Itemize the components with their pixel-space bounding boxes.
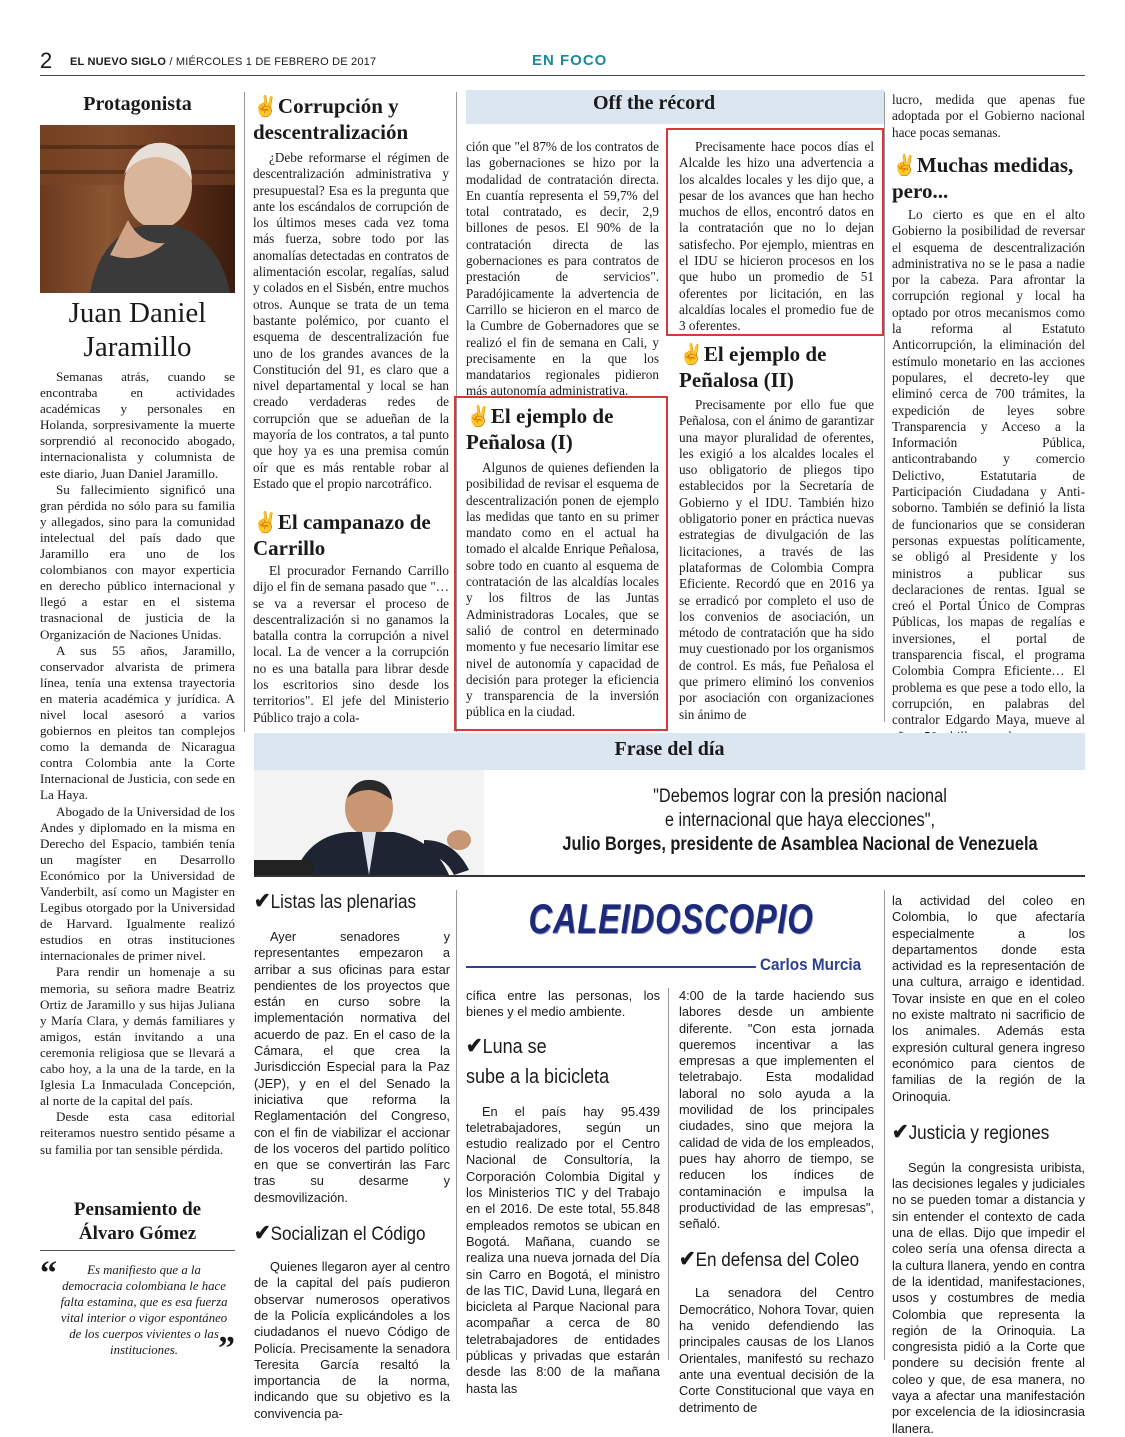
hand-icon: ✌ (679, 344, 704, 366)
luna-text (466, 1104, 660, 1397)
paragraph: El procurador Fernando Carrillo dijo el fin de semana pasado que "… se va a reversar el proceso de descentralización si no ganamos la batalla contra la corrupción a nivel local. La de vencer a la corrupción no es una batalla para librar desde los escritorios sino desde los territorios". El jefe del Ministerio Público trajo a cola- (253, 563, 449, 725)
paragraph: La senadora del Centro Democrático, Nohora Tovar, quien ha venido defendiendo las principales causas de los Llanos Orientales, manifestó su rechazo ante una eventual decisión de la Corte Constitucional que vaya en detrimento de (679, 1285, 874, 1415)
check-icon: ✔ (254, 888, 271, 913)
protagonist-photo (40, 125, 235, 293)
heading-listas (254, 888, 430, 915)
caleidoscopio-rule (466, 966, 756, 968)
paragraph: Según la congresista uribista, las decisiones legales y judiciales no se pueden tomar a distancia y sin entender el contexto de cada una de ellas. Dijo que impedir el coleo sería una ofensa directa a la cultura llanera, yendo en contra de la identidad, manifestaciones, usos y costumbres de media Colombia que representa la región de la Orinoquia. La congresista pidió a la Corte que pondere su decisión frente al coleo y que, de esa manera, no vaya a afectar una manifestación por excelencia de la idiosincrasia llanera. (892, 1159, 1085, 1436)
heading-text: Luna se (482, 1035, 547, 1058)
muchas-medidas-text (892, 207, 1085, 761)
heading-text: Muchas medidas, pero... (892, 153, 1074, 203)
heading-text: Socializan el Código (270, 1224, 426, 1246)
campanazo-text (253, 563, 449, 726)
frase-quote (520, 785, 1080, 857)
quote-line-1: "Debemos lograr con la presión nacional (653, 786, 947, 807)
heading-campanazo (253, 510, 453, 561)
column-rule (884, 92, 885, 722)
socializan-text (254, 1259, 450, 1422)
julio-borges-photo (254, 770, 484, 875)
col-e-top (892, 893, 1085, 1105)
heading-text: El campanazo de Carrillo (253, 510, 431, 560)
paragraph: Abogado de la Universidad de los Andes y diplomado en la misma en Derecho del Espacio, también tenía un magíster en Desarrollo Económico por la Universidad de Vanderbilt, así como un Magister en Legibus otorgado por la Universidad de Harvard. Igualmente realizó estudios en otras instituciones internacionales de primer nivel. (40, 803, 235, 964)
page-number: 2 (40, 48, 53, 73)
paragraph: Quienes llegaron ayer al centro de la capital del país pudieron observar numerosos operativos de la Policía explicándoles a los ciudadanos el nuevo Código de Policía. Precisamente la senadora Teresita García resaltó la importancia de la norma, indicando que su objetivo es la convivencia pa- (254, 1259, 450, 1421)
off-record-title: Off the récord (593, 92, 716, 114)
frase-title: Frase del día (614, 738, 725, 760)
heading-text: El ejemplo de Peñalosa (II) (679, 342, 827, 392)
caleidoscopio-col-a (254, 888, 450, 1422)
heading-muchas-medidas (892, 153, 1087, 204)
protagonist-name (40, 296, 235, 364)
off-record-col-a (466, 139, 659, 400)
hand-icon: ✌ (253, 96, 278, 118)
penalosa-1-text (466, 460, 659, 721)
protagonista-label: Protagonista (83, 93, 192, 115)
column-rule (456, 890, 457, 1360)
heading-text: Corrupción y descentralización (253, 94, 409, 144)
column-rule (884, 890, 885, 1360)
check-icon: ✔ (679, 1246, 696, 1272)
paragraph: ción que "el 87% de los contratos de las gobernaciones se hizo por la modalidad de contratación directa. En cuantía representa el 59,7% del total contratado, es decir, 2,9 billones de pesos. El 90% de la contratación directa de las gobernaciones es para contratos de prestación de servicios". Paradójicamente la advertencia de Carrillo se hicieron en el marco de la Cumbre de Gobernadores que se realizó el fin de semana en Cali, y precisamente en la que los mandatarios regionales pidieron más autonomía administrativa. (466, 139, 659, 399)
caleidoscopio-col-d (679, 988, 874, 1416)
protagonista-text (40, 369, 235, 1158)
hand-icon: ✌ (253, 512, 278, 534)
column-rule (244, 92, 245, 732)
name-line-2: Jaramillo (83, 331, 192, 363)
paragraph: Semanas atrás, cuando se encontraba en actividades académicas y personales en Holanda, sorpresivamente la muerte sorprendió al reconocido abogado, internacionalista y columnista de este diario, Juan Daniel Jaramillo. (40, 369, 235, 481)
paragraph: En el país hay 95.439 teletrabajadores, según un estudio realizado por el Centro Nacional de Consultoría, la Corporación Colombia Digital y los Ministerios TIC y del Trabajo en el 2016. De este total, 55.848 empleados remotos se ubican en Bogotá. Mañana, cuando se realiza una nueva jornada del Día sin Carro en Bogotá, el ministro de las TIC, David Luna, llegará en bicicleta al Parque Nacional para acompañar a cerca de 80 teletrabajadores de entidades públicas y privadas que estarán desde las 8:00 de la mañana hasta las (466, 1103, 660, 1396)
col-d-top (679, 988, 874, 1232)
heading-luna (466, 1031, 641, 1092)
frase-bottom-rule (254, 875, 1085, 877)
pensamiento-title (40, 1198, 235, 1246)
issue-date: / MIÉRCOLES 1 DE FEBRERO DE 2017 (169, 56, 377, 68)
penalosa-2-text (679, 397, 874, 723)
heading-corrupcion (253, 94, 453, 145)
paper-name (70, 56, 376, 68)
hand-icon: ✌ (466, 406, 491, 428)
paragraph: Algunos de quienes defienden la posibilidad de revisar el esquema de descentralización ponen de ejemplo las medidas que tanto en su primer mandato como en el actual ha tomado el alcalde Enrique Peñalosa, sobre todo en cuanto al esquema de contratación de las alcaldías locales y los filtros de las Juntas Administradoras Locales, que se salió de control en determinado momento y fue necesario limitar ese nivel de autonomía y capacidad de decisión para proteger la eficiencia y transparencia de la inversión pública en la ciudad. (466, 460, 659, 720)
paragraph: Precisamente por ello fue que Peñalosa, con el ánimo de garantizar una mayor pluralidad de oferentes, les exigió a los alcaldes locales el uso obligatorio de pliegos tipo establecidos por la Secretaría de Gobierno y el IDU. También hizo obligatorio poner en práctica nuevas estrategias de divulgación de las licitaciones, a través de las plataformas de Colombia Compra Eficiente. Recordó que en 2016 ya se erradicó por completo el uso de los convenios de asociación, un método de contratación que ha sido muy cuestionado por los organismos de control. Es más, fue Peñalosa el que primero eliminó los convenios por asociación con organizaciones sin ánimo de (679, 397, 874, 722)
byline: Carlos Murcia (760, 955, 862, 974)
paragraph: lucro, medida que apenas fue adoptada por el Gobierno nacional hace pocas semanas. (892, 92, 1085, 140)
caleidoscopio-logo: CALEIDOSCOPIO (528, 895, 814, 942)
paper-title: EL NUEVO SIGLO (70, 56, 167, 68)
paragraph: Para rendir un homenaje a su memoria, su señora madre Beatriz Ortiz de Jaramillo y sus hijas Juliana y María Clara, y demás familiares y amigos, están invitando a una ceremonia religiosa que se llevará a cabo hoy, a la una de la tarde, en la Iglesia La Inmaculada Concepción, al norte de la capital del país. (40, 964, 235, 1109)
heading-coleo (679, 1246, 860, 1273)
pensamiento-title-line-1: Pensamiento de (73, 1199, 202, 1220)
quote-author: Julio Borges, presidente de Asamblea Nacional de Venezuela (562, 834, 1038, 855)
caleidoscopio-col-c (466, 988, 660, 1397)
quote-line-2: e internacional que haya elecciones", (664, 810, 936, 831)
check-icon: ✔ (466, 1032, 483, 1058)
heading-text: Justicia y regiones (908, 1122, 1050, 1144)
pensamiento-quote: Es manifiesto que a la democracia colombiana le hace falta estamina, que es esa fuerza vital interior o vigor espontáneo de los cuerpos vivientes o las instituciones. (60, 1263, 228, 1357)
portrait-figure (40, 125, 235, 293)
check-icon: ✔ (254, 1220, 271, 1246)
paragraph: A sus 55 años, Jaramillo, conservador alvarista de primera línea, tenía una extensa trayectoria en materia académica y jurídica. A nivel local asesoró a varios gobiernos en pleitos tan complejos como la demanda de Nicaragua contra Colombia ante la Corte Internacional de Justicia, con sede en La Haya. (40, 642, 235, 803)
open-quote-icon: “ (40, 1255, 57, 1292)
check-icon: ✔ (892, 1118, 909, 1144)
heading-text: En defensa del Coleo (695, 1250, 860, 1272)
paragraph: Desde esta casa editorial reiteramos nuestro sentido pésame a su familia por tan sensible pérdida. (40, 1109, 235, 1157)
heading-text: El ejemplo de Peñalosa (I) (466, 404, 614, 454)
col5-top-text (892, 92, 1085, 141)
speaker-figure (254, 770, 484, 875)
caleidoscopio-col-e (892, 893, 1085, 1437)
heading-text-2: sube a la bicicleta (466, 1065, 610, 1088)
corrupcion-text (253, 150, 449, 492)
col-c-top (466, 988, 660, 1021)
hand-icon: ✌ (892, 155, 917, 177)
listas-text (254, 929, 450, 1206)
justicia-text (892, 1160, 1085, 1437)
heading-penalosa-2 (679, 342, 879, 393)
section-name: EN FOCO (532, 52, 608, 69)
pensamiento-rule (40, 1250, 235, 1251)
paragraph: cífica entre las personas, los bienes y el medio ambiente. (466, 988, 660, 1020)
header-rule (40, 75, 1085, 76)
heading-justicia (892, 1119, 1066, 1146)
name-line-1: Juan Daniel (68, 297, 207, 329)
heading-socializan (254, 1220, 430, 1247)
off-record-col-b (679, 139, 874, 335)
heading-text: Listas las plenarias (270, 892, 417, 913)
pensamiento-title-line-2: Álvaro Gómez (78, 1223, 197, 1244)
paragraph: ¿Debe reformarse el régimen de descentralización administrativa y presupuestal? Esa es la pregunta que ante los escándalos de corrupción de los últimos meses cada vez toma más fuerza, sobre todo por las anomalías detectadas en contratos de alimentación escolar, regalías, salud y colados en el Sisbén, entre muchos otros. Aunque se trata de un tema bastante polémico, por cuanto el esquema de descentralización fue uno de los grandes avances de la Constitución del 91, es claro que a nivel departamental y local se han creado verdaderas redes de corrupción que se adueñan de la mayoría de los contratos, a tal punto que hoy ya es una premisa común oír que es más rentable robar al Estado que el propio narcotráfico. (253, 150, 449, 491)
heading-penalosa-1 (466, 404, 661, 455)
paragraph: Ayer senadores y representantes empezaron a arribar a sus oficinas para estar pendientes de los proyectos que están en curso sobre la implementación normativa del acuerdo de paz. En el caso de la Cámara, el que crea la Jurisdicción Especial para la Paz (JEP), y en el del Senado la iniciativa que reforma la Reglamentación del Congreso, con el fin de viabilizar el accionar de los voceros del partido político en que se convertirán las Farc tras su desarme y desmovilización. (254, 929, 450, 1205)
coleo-text (679, 1285, 874, 1415)
paragraph: Precisamente hace pocos días el Alcalde les hizo una advertencia a los alcaldes locales y les dijo que, a pesar de los avances que han hecho muchos de ellos, encontró datos en la contratación que no lo dejan satisfecho. Por ejemplo, mientras en el IDU se hicieron procesos en los que hubo un promedio de 51 oferentes por licitación, en las alcaldías locales el promedio fue de 3 oferentes. (679, 139, 874, 334)
paragraph: la actividad del coleo en Colombia, lo que afectaría especialmente a los departamentos donde esta actividad es la representación de una cultura, arraigo e identidad. Tovar insiste en que en el coleo no existe maltrato ni sacrificio de los animales. Además esta expresión cultural genera ingreso económico para cientos de familias de la región de la Orinoquia. (892, 893, 1085, 1104)
paragraph: 4:00 de la tarde haciendo sus labores desde un ambiente diferente. "Con esta jornada queremos incentivar a las empresas a que implementen el teletrabajo. Esta modalidad laboral no solo ayuda a la movilidad de los principales ciudades, sino que mejora la calidad de vida de los empleados, pues hay ahorro de tiempo, se reducen los índices de contaminación e impulsa la productividad de las empresas", señaló. (679, 988, 874, 1232)
close-quote-icon: ” (218, 1330, 235, 1367)
paragraph: Lo cierto es que en el alto Gobierno la posibilidad de reversar el esquema de descentralización administrativa no se le pasa a nadie por la cabeza. Para afrontar la corrupción regional y local ha optado por otros mecanismos como la reforma al Estatuto Anticorrupción, la eliminación del estímulo monetario en las acciones populares, el decreto-ley que eliminó cerca de 700 trámites, la expedición de leyes sobre Transparencia y Acceso a la Información Pública, anticontrabando y comercio Delictivo, Estatutaria de Participación Ciudadana y Anti-soborno. También se definió la lista de funcionarios que se consideran personas expuestas políticamente, se obligó al Presidente y los ministros a publicar sus declaraciones de rentas. Igual se creó el Portal Único de Compras Públicas, los mapas de regalías e inversiones, el portal de transparencia fiscal, el programa Colombia Compra Eficiente… El problema es que pese a todo ello, la corrupción, en palabras del contralor Edgardo Maya, mueve al (892, 207, 1085, 728)
column-rule (668, 988, 669, 1360)
paragraph: Su fallecimiento significó una gran pérdida no sólo para su familia y allegados, sino para la comunidad intelectual del país dado que Jaramillo era uno de los colombianos con mayor experticia en derecho público internacional y llegó a estar en el sistema trasnacional de justicia de la Organización de Naciones Unidas. (40, 481, 235, 642)
